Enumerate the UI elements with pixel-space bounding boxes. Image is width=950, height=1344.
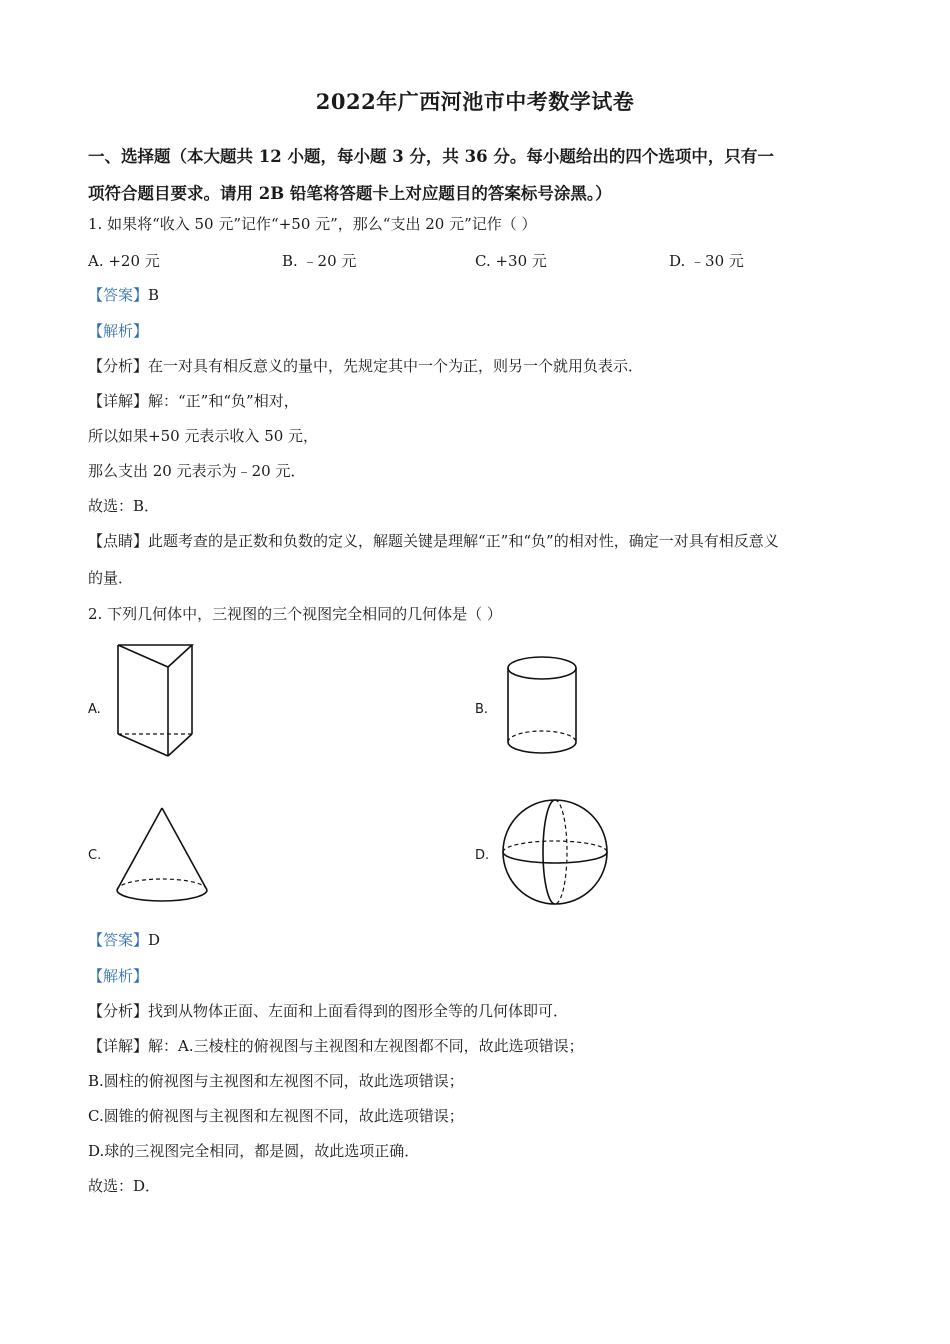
q1-fenxi-text: 在一对具有相反意义的量中，先规定其中一个为正，则另一个就用负表示． [148, 357, 644, 375]
cone-figure [114, 806, 210, 906]
q2-figure-label-b: B. [475, 702, 489, 717]
q1-detail [88, 391, 299, 411]
analysis-tag: 【解析】 [88, 967, 149, 985]
q1-detail-text: 解：“正”和“负”相对， [148, 392, 299, 410]
q2-analysis-tag [88, 966, 148, 986]
fenxi-tag: 【分析】 [88, 357, 149, 375]
q2-answer [88, 930, 160, 950]
q2-fenxi-text: 找到从物体正面、左面和上面看得到的图形全等的几何体即可． [148, 1002, 569, 1020]
q1-option-c: C. +30 元 [475, 252, 547, 270]
q1-stem: 1. 如果将“收入 50 元”记作“+50 元”，那么“支出 20 元”记作（ ） [88, 215, 537, 233]
cylinder-figure [505, 654, 579, 760]
q2-detail [88, 1036, 584, 1056]
q2-detail-line-c: C.圆锥的俯视图与主视图和左视图不同，故此选项错误； [88, 1107, 464, 1125]
q1-choose: 故选：B． [88, 497, 160, 515]
answer-tag: 【答案】 [88, 931, 149, 949]
q1-option-b: B. ﹣20 元 [282, 252, 357, 270]
comment-tag: 【点睛】 [88, 532, 149, 550]
section-heading-line2: 项符合题目要求。请用 2B 铅笔将答题卡上对应题目的答案标号涂黑。） [88, 184, 612, 203]
q1-option-a: A. +20 元 [88, 252, 160, 270]
q2-stem: 2. 下列几何体中，三视图的三个视图完全相同的几何体是（ ） [88, 605, 502, 623]
q2-detail-line-d: D.球的三视图完全相同，都是圆，故此选项正确． [88, 1142, 420, 1160]
section-heading-line1: 一、选择题（本大题共 12 小题，每小题 3 分，共 36 分。每小题给出的四个选项中，只有一 [88, 147, 774, 166]
detail-tag: 【详解】 [88, 392, 149, 410]
q2-figure-label-a: A. [88, 702, 101, 717]
q2-answer-value: D [148, 931, 161, 949]
q2-detail-line-b: B.圆柱的俯视图与主视图和左视图不同，故此选项错误； [88, 1072, 464, 1090]
q1-comment-line2: 的量． [88, 569, 134, 587]
detail-tag: 【详解】 [88, 1037, 149, 1055]
q1-detail-line-a: 所以如果+50 元表示收入 50 元， [88, 427, 319, 445]
triangular-prism-figure [112, 642, 196, 762]
analysis-tag: 【解析】 [88, 322, 149, 340]
q1-comment-text: 此题考查的是正数和负数的定义，解题关键是理解“正”和“负”的相对性，确定一对具有相反意义 [148, 532, 779, 550]
q2-fenxi [88, 1001, 568, 1021]
q1-fenxi [88, 356, 643, 376]
q2-detail-text: 解：A.三棱柱的俯视图与主视图和左视图都不同，故此选项错误； [148, 1037, 584, 1055]
fenxi-tag: 【分析】 [88, 1002, 149, 1020]
q1-detail-line-b: 那么支出 20 元表示为﹣20 元． [88, 462, 306, 480]
q1-option-d: D. ﹣30 元 [669, 252, 744, 270]
q1-answer [88, 285, 159, 305]
q1-comment [88, 531, 779, 551]
sphere-figure [501, 798, 609, 906]
q1-analysis-tag [88, 321, 148, 341]
q2-figure-label-d: D. [475, 848, 490, 863]
q1-answer-value: B [148, 286, 160, 304]
q2-figure-label-c: C. [88, 848, 102, 863]
prism-top-face [118, 645, 192, 667]
page-title: 2022年广西河池市中考数学试卷 [315, 89, 635, 114]
answer-tag: 【答案】 [88, 286, 149, 304]
q2-choose: 故选：D． [88, 1177, 161, 1195]
